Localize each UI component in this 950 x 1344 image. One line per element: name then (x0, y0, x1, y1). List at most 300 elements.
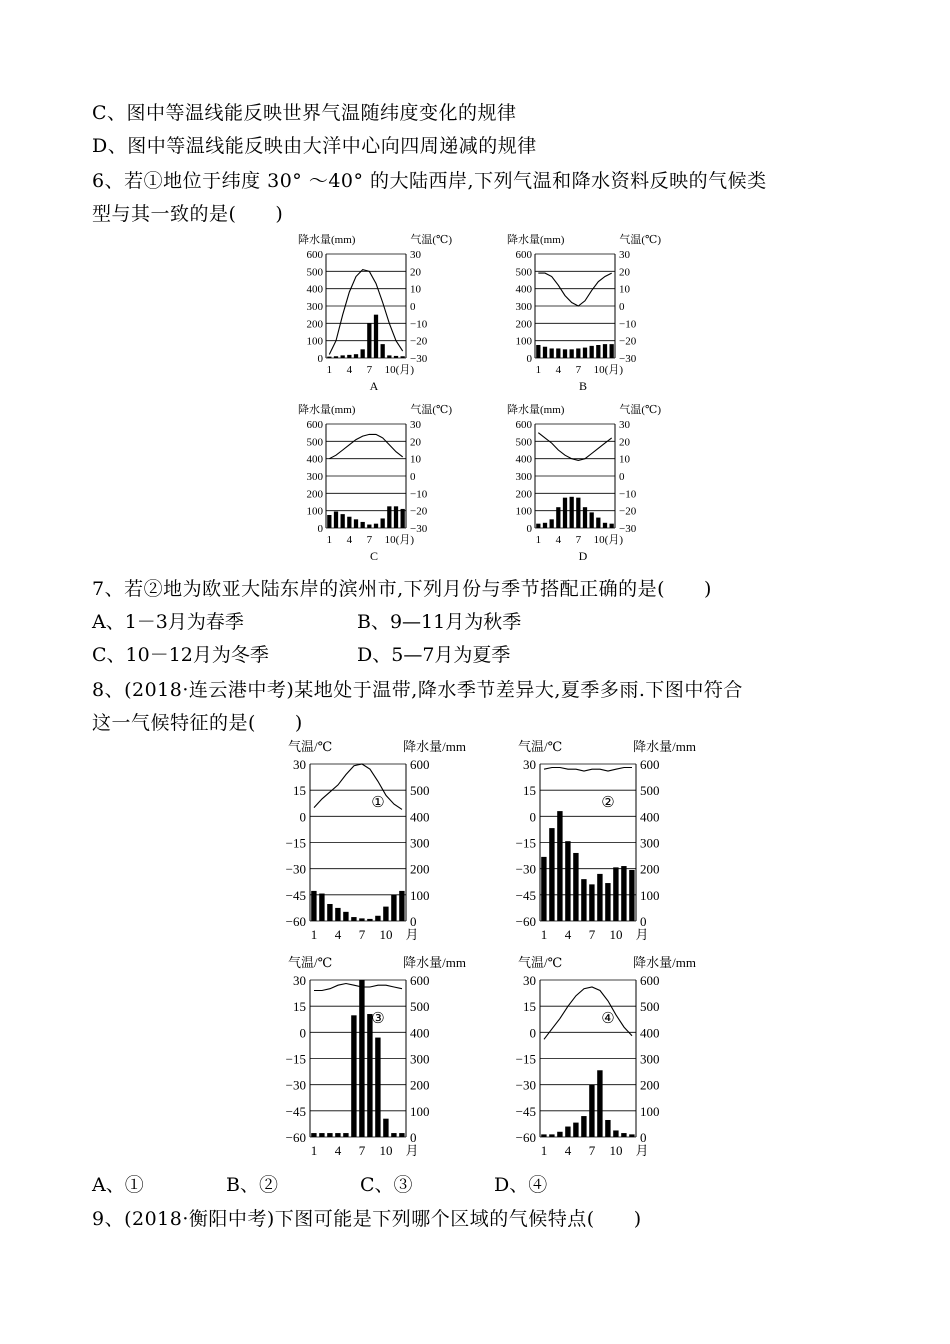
temperature-line (329, 270, 402, 355)
precip-bar (341, 355, 345, 358)
x-tick-label: 1 (310, 927, 318, 942)
precip-bar (367, 919, 372, 921)
chart-label: ④ (601, 1011, 615, 1027)
precip-bar (536, 345, 540, 358)
tick-label-precip: 200 (306, 488, 323, 501)
precip-bar (367, 323, 371, 358)
tick-label-temp: −30 (515, 861, 536, 877)
q6-chart-a (294, 230, 454, 400)
x-tick-label: 10 (379, 927, 393, 942)
precip-bar (351, 917, 356, 921)
precip-bar (597, 874, 602, 921)
tick-label-precip: 0 (410, 1130, 417, 1145)
x-tick-label: 7 (588, 1143, 596, 1158)
precip-bar (391, 1133, 396, 1137)
x-tick-label: 1 (326, 534, 333, 546)
tick-label-temp: 20 (410, 436, 421, 449)
tick-label-temp: −20 (410, 505, 428, 518)
precip-bar (621, 1133, 626, 1137)
tick-label-temp: −60 (515, 1130, 536, 1145)
tick-label-temp: −20 (619, 335, 637, 348)
tick-label-precip: 200 (640, 1077, 660, 1093)
tick-label-temp: −30 (410, 353, 428, 365)
precip-bar (399, 1133, 404, 1137)
tick-label-precip: 0 (526, 353, 532, 365)
axis-title-temp: 气温/℃ (518, 739, 563, 754)
tick-label-temp: 30 (410, 249, 421, 261)
x-tick-label: 1 (310, 1143, 318, 1158)
tick-label-precip: 100 (306, 505, 323, 518)
tick-label-precip: 0 (317, 353, 323, 365)
tick-label-precip: 600 (640, 973, 660, 988)
x-tick-label: 10 (609, 1143, 623, 1158)
temperature-line (538, 273, 611, 306)
tick-label-temp: 0 (299, 809, 306, 825)
precip-bar (383, 1119, 388, 1137)
precip-bar (374, 315, 378, 358)
tick-label-temp: −10 (410, 488, 428, 501)
tick-label-precip: 300 (410, 835, 430, 851)
x-tick-label: 4 (334, 927, 342, 942)
tick-label-precip: 400 (410, 809, 430, 825)
precip-bar (596, 518, 600, 528)
tick-label-precip: 500 (515, 436, 532, 449)
precip-bar (583, 348, 587, 358)
precip-bar (335, 908, 340, 921)
tick-label-temp: 20 (410, 266, 421, 279)
x-tick-label: 7 (575, 534, 582, 546)
precip-bar (391, 895, 396, 921)
axis-title-precip: 降水量(mm) (298, 404, 356, 416)
tick-label-temp: −10 (619, 488, 637, 501)
x-tick-label: 7 (588, 927, 596, 942)
tick-label-precip: 500 (306, 436, 323, 449)
tick-label-precip: 100 (515, 505, 532, 518)
precip-bar (556, 348, 560, 358)
precip-bar (565, 841, 570, 921)
axis-title-temp: 气温/℃ (288, 739, 333, 754)
tick-label-temp: 30 (293, 757, 306, 772)
x-tick-label: 1 (326, 364, 333, 376)
x-tick-label: 7 (358, 1143, 366, 1158)
precip-bar (311, 891, 316, 921)
q8-option-b[interactable]: B、② (226, 1174, 278, 1196)
chart-caption: D (578, 549, 588, 563)
precip-bar (576, 348, 580, 358)
axis-title-temp: 气温(℃) (619, 234, 661, 246)
chart-label: ② (601, 795, 615, 811)
precip-bar (359, 918, 364, 921)
chart-label: ① (371, 795, 385, 811)
precip-bar (605, 1120, 610, 1137)
tick-label-precip: 0 (640, 914, 647, 929)
q6-chart-c (294, 400, 454, 570)
tick-label-temp: 10 (410, 453, 421, 466)
tick-label-temp: 30 (619, 419, 630, 431)
precip-bar (334, 512, 338, 528)
tick-label-precip: 100 (410, 1103, 430, 1119)
x-tick-unit: 月 (635, 927, 649, 942)
precip-bar (557, 1132, 562, 1137)
precip-bar (610, 344, 614, 358)
x-tick-label: 4 (334, 1143, 342, 1158)
axis-title-temp: 气温(℃) (410, 404, 452, 416)
axis-title-precip: 降水量/mm (633, 955, 696, 970)
tick-label-temp: 10 (619, 283, 630, 296)
tick-label-temp: 0 (529, 1025, 536, 1041)
x-tick-unit: 月 (405, 1143, 419, 1158)
tick-label-temp: −45 (285, 1103, 306, 1119)
tick-label-precip: 300 (640, 835, 660, 851)
precip-bar (550, 348, 554, 358)
tick-label-temp: −15 (515, 1051, 536, 1067)
temperature-line (329, 434, 402, 458)
x-tick-label: 1 (535, 364, 542, 376)
x-tick-label: 4 (564, 1143, 572, 1158)
precip-bar (327, 357, 331, 358)
tick-label-precip: 200 (410, 1077, 430, 1093)
tick-label-precip: 600 (515, 249, 532, 261)
tick-label-precip: 400 (640, 809, 660, 825)
precip-bar (603, 344, 607, 358)
tick-label-precip: 100 (515, 335, 532, 348)
precip-bar (603, 523, 607, 528)
precip-bar (354, 519, 358, 528)
precip-bar (621, 866, 626, 921)
tick-label-temp: 20 (619, 266, 630, 279)
tick-label-precip: 0 (526, 523, 532, 535)
q8-option-c[interactable]: C、③ (360, 1174, 413, 1196)
precip-bar (589, 884, 594, 921)
precip-bar (327, 1133, 332, 1137)
tick-label-temp: 0 (619, 471, 625, 483)
tick-label-precip: 600 (640, 757, 660, 772)
tick-label-temp: −10 (410, 318, 428, 331)
tick-label-precip: 400 (515, 453, 532, 466)
tick-label-precip: 600 (306, 249, 323, 261)
precip-bar (375, 1038, 380, 1137)
option-c-text: C、图中等温线能反映世界气温随纬度变化的规律 (92, 102, 517, 124)
axis-title-temp: 气温(℃) (410, 234, 452, 246)
q7-option-d[interactable]: D、5—7月为夏季 (357, 644, 511, 666)
precip-bar (543, 523, 547, 528)
tick-label-temp: −15 (515, 835, 536, 851)
tick-label-temp: 15 (293, 783, 306, 799)
tick-label-precip: 300 (515, 301, 532, 313)
x-tick-unit: 月 (635, 1143, 649, 1158)
tick-label-temp: −60 (285, 1130, 306, 1145)
precip-bar (576, 498, 580, 528)
tick-label-precip: 600 (410, 973, 430, 988)
axis-title-precip: 降水量(mm) (507, 234, 565, 246)
q7-option-b[interactable]: B、9—11月为秋季 (357, 611, 522, 633)
tick-label-temp: −30 (515, 1077, 536, 1093)
precip-bar (613, 1130, 618, 1137)
question-9: 9、(2018·衡阳中考)下图可能是下列哪个区域的气候特点( ) (92, 1208, 642, 1230)
chart-caption: B (578, 379, 588, 393)
tick-label-temp: 20 (619, 436, 630, 449)
precip-bar (343, 1133, 348, 1137)
precip-bar (401, 509, 405, 528)
precip-bar (335, 1133, 340, 1137)
axis-title-temp: 气温/℃ (288, 955, 333, 970)
precip-bar (347, 517, 351, 528)
tick-label-precip: 600 (306, 419, 323, 431)
tick-label-precip: 300 (410, 1051, 430, 1067)
precip-bar (387, 355, 391, 358)
tick-label-temp: 30 (410, 419, 421, 431)
precip-bar (359, 980, 364, 1137)
tick-label-temp: −10 (619, 318, 637, 331)
tick-label-precip: 300 (640, 1051, 660, 1067)
precip-bar (383, 907, 388, 921)
precip-bar (343, 912, 348, 921)
q8-chart-1 (282, 738, 467, 948)
tick-label-temp: 15 (523, 783, 536, 799)
axis-title-precip: 降水量(mm) (507, 404, 565, 416)
precip-bar (347, 355, 351, 358)
precip-bar (570, 497, 574, 528)
precip-bar (613, 867, 618, 921)
tick-label-precip: 500 (640, 783, 660, 799)
precip-bar (394, 356, 398, 358)
q8-chart-3 (282, 954, 467, 1164)
axis-title-temp: 气温(℃) (619, 404, 661, 416)
tick-label-precip: 400 (306, 283, 323, 296)
temperature-line (544, 768, 632, 772)
x-tick-label: 1 (540, 1143, 548, 1158)
precip-bar (327, 904, 332, 921)
tick-label-temp: 30 (523, 973, 536, 988)
tick-label-temp: −30 (285, 861, 306, 877)
precip-bar (581, 879, 586, 921)
axis-title-precip: 降水量/mm (403, 955, 466, 970)
axis-title-precip: 降水量/mm (633, 739, 696, 754)
precip-bar (367, 1014, 372, 1137)
precip-bar (556, 507, 560, 528)
precip-bar (565, 1127, 570, 1137)
precip-bar (549, 1134, 554, 1137)
tick-label-precip: 200 (640, 861, 660, 877)
tick-label-precip: 600 (515, 419, 532, 431)
tick-label-temp: −30 (410, 523, 428, 535)
question-8-line1: 8、(2018·连云港中考)某地处于温带,降水季节差异大,夏季多雨.下图中符合 (92, 679, 743, 701)
precip-bar (381, 518, 385, 528)
tick-label-temp: 15 (523, 999, 536, 1015)
tick-label-temp: 0 (299, 1025, 306, 1041)
precip-bar (367, 525, 371, 528)
precip-bar (374, 524, 378, 528)
precip-bar (589, 1085, 594, 1137)
tick-label-precip: 100 (640, 1103, 660, 1119)
tick-label-precip: 100 (640, 887, 660, 903)
precip-bar (583, 507, 587, 528)
x-tick-label: 7 (575, 364, 582, 376)
precip-bar (387, 506, 391, 528)
x-tick-label: 10(月) (384, 364, 414, 376)
precip-bar (381, 344, 385, 358)
tick-label-temp: −45 (515, 1103, 536, 1119)
tick-label-precip: 400 (640, 1025, 660, 1041)
precip-bar (536, 524, 540, 528)
precip-bar (596, 345, 600, 358)
precip-bar (605, 883, 610, 921)
precip-bar (319, 894, 324, 921)
tick-label-temp: −30 (619, 353, 637, 365)
temperature-line (544, 987, 632, 1039)
precip-bar (629, 870, 634, 921)
precip-bar (361, 522, 365, 528)
precip-bar (351, 1015, 356, 1137)
precip-bar (361, 349, 365, 358)
tick-label-temp: −60 (515, 914, 536, 929)
x-tick-label: 1 (540, 927, 548, 942)
q8-option-d[interactable]: D、④ (494, 1174, 548, 1196)
precip-bar (590, 346, 594, 358)
tick-label-temp: −45 (515, 887, 536, 903)
tick-label-temp: 10 (619, 453, 630, 466)
question-6-line2: 型与其一致的是( ) (92, 203, 284, 225)
tick-label-precip: 200 (515, 488, 532, 501)
precip-bar (563, 349, 567, 358)
temperature-line (314, 764, 402, 809)
precip-bar (354, 354, 358, 358)
x-tick-label: 4 (564, 927, 572, 942)
temperature-line (538, 433, 611, 461)
tick-label-temp: 30 (293, 973, 306, 988)
q8-chart-2 (512, 738, 697, 948)
precip-bar (549, 828, 554, 921)
precip-bar (541, 1134, 546, 1137)
q8-chart-4 (512, 954, 697, 1164)
precip-bar (563, 498, 567, 528)
chart-caption: A (369, 379, 379, 393)
x-tick-label: 10(月) (593, 364, 623, 376)
x-tick-unit: 月 (405, 927, 419, 942)
tick-label-precip: 400 (515, 283, 532, 296)
tick-label-precip: 400 (306, 453, 323, 466)
tick-label-temp: −20 (410, 335, 428, 348)
x-tick-label: 7 (366, 534, 373, 546)
x-tick-label: 10(月) (384, 534, 414, 546)
tick-label-precip: 500 (410, 999, 430, 1015)
tick-label-temp: 0 (410, 471, 416, 483)
question-6-line1: 6、若①地位于纬度 30° ～40° 的大陆西岸,下列气温和降水资料反映的气候类 (92, 170, 767, 192)
q6-chart-b (503, 230, 663, 400)
precip-bar (541, 857, 546, 921)
tick-label-temp: −15 (285, 1051, 306, 1067)
tick-label-temp: 0 (529, 809, 536, 825)
precip-bar (319, 1133, 324, 1137)
x-tick-label: 4 (346, 534, 353, 546)
temperature-line (314, 984, 402, 991)
precip-bar (590, 512, 594, 528)
precip-bar (543, 347, 547, 358)
question-8-line2: 这一气候特征的是( ) (92, 712, 303, 734)
precip-bar (375, 916, 380, 921)
x-tick-label: 4 (555, 364, 562, 376)
option-d-text: D、图中等温线能反映由大洋中心向四周递减的规律 (92, 135, 537, 157)
tick-label-precip: 500 (515, 266, 532, 279)
tick-label-temp: −30 (619, 523, 637, 535)
precip-bar (401, 356, 405, 358)
x-tick-label: 10 (609, 927, 623, 942)
tick-label-precip: 0 (317, 523, 323, 535)
tick-label-temp: −45 (285, 887, 306, 903)
x-tick-label: 7 (358, 927, 366, 942)
tick-label-precip: 200 (306, 318, 323, 331)
tick-label-precip: 500 (306, 266, 323, 279)
precip-bar (327, 515, 331, 528)
tick-label-precip: 200 (410, 861, 430, 877)
x-tick-label: 4 (555, 534, 562, 546)
axis-title-temp: 气温/℃ (518, 955, 563, 970)
x-tick-label: 10(月) (593, 534, 623, 546)
precip-bar (394, 506, 398, 528)
tick-label-precip: 100 (410, 887, 430, 903)
tick-label-temp: −30 (285, 1077, 306, 1093)
precip-bar (550, 519, 554, 528)
tick-label-precip: 100 (306, 335, 323, 348)
precip-bar (399, 891, 404, 921)
precip-bar (570, 349, 574, 358)
precip-bar (573, 853, 578, 921)
tick-label-temp: 10 (410, 283, 421, 296)
tick-label-temp: 15 (293, 999, 306, 1015)
precip-bar (629, 1134, 634, 1137)
precip-bar (573, 1123, 578, 1137)
precip-bar (597, 1070, 602, 1137)
x-tick-label: 1 (535, 534, 542, 546)
tick-label-precip: 500 (410, 783, 430, 799)
chart-caption: C (369, 549, 379, 563)
precip-bar (581, 1116, 586, 1137)
q8-option-a[interactable]: A、① (92, 1174, 144, 1196)
tick-label-precip: 0 (640, 1130, 647, 1145)
tick-label-precip: 500 (640, 999, 660, 1015)
tick-label-temp: −60 (285, 914, 306, 929)
tick-label-temp: −15 (285, 835, 306, 851)
precip-bar (334, 356, 338, 358)
tick-label-precip: 200 (515, 318, 532, 331)
tick-label-precip: 300 (306, 301, 323, 313)
precip-bar (557, 811, 562, 921)
axis-title-precip: 降水量/mm (403, 739, 466, 754)
q7-option-c[interactable]: C、10－12月为冬季 (92, 644, 269, 666)
tick-label-temp: 30 (523, 757, 536, 772)
tick-label-temp: 30 (619, 249, 630, 261)
tick-label-precip: 0 (410, 914, 417, 929)
chart-label: ③ (371, 1011, 385, 1027)
question-7: 7、若②地为欧亚大陆东岸的滨州市,下列月份与季节搭配正确的是( ) (92, 578, 712, 600)
tick-label-temp: 0 (619, 301, 625, 313)
q7-option-a[interactable]: A、1－3月为春季 (92, 611, 244, 633)
precip-bar (341, 514, 345, 528)
precip-bar (311, 1133, 316, 1137)
tick-label-precip: 600 (410, 757, 430, 772)
tick-label-precip: 300 (515, 471, 532, 483)
q6-chart-d (503, 400, 663, 570)
x-tick-label: 7 (366, 364, 373, 376)
x-tick-label: 4 (346, 364, 353, 376)
axis-title-precip: 降水量(mm) (298, 234, 356, 246)
x-tick-label: 10 (379, 1143, 393, 1158)
precip-bar (610, 524, 614, 528)
tick-label-temp: 0 (410, 301, 416, 313)
tick-label-precip: 400 (410, 1025, 430, 1041)
tick-label-temp: −20 (619, 505, 637, 518)
tick-label-precip: 300 (306, 471, 323, 483)
